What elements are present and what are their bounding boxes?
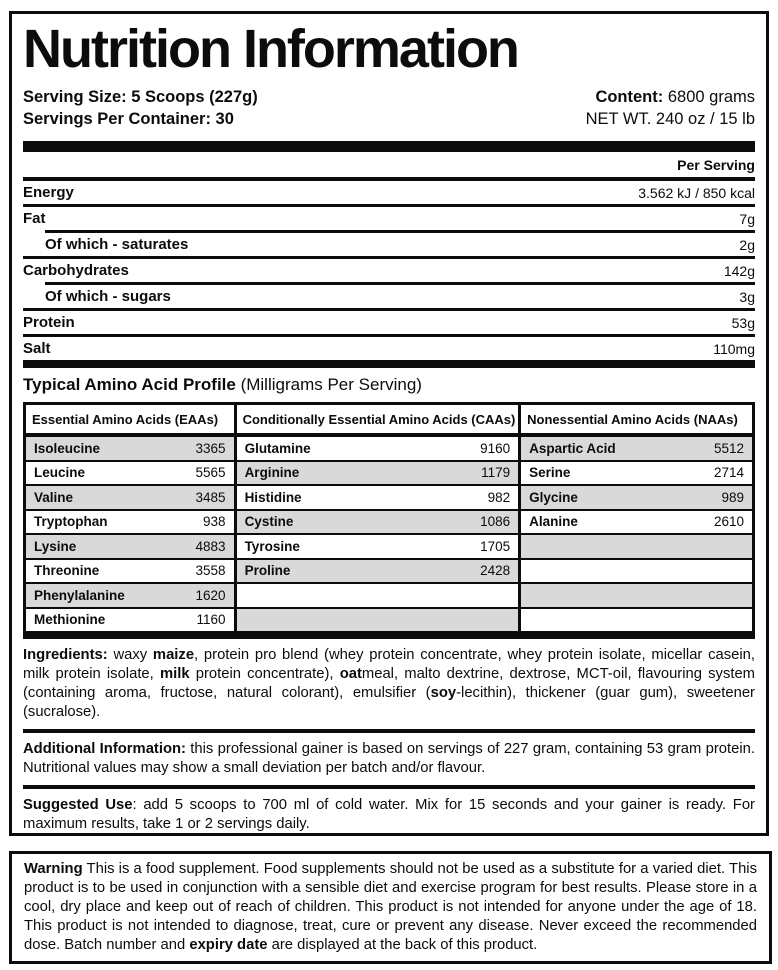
nutrient-row [23,207,755,230]
amino-value: 989 [721,489,744,505]
suggested-use-paragraph [23,796,755,834]
amino-cell [521,484,752,509]
net-weight: NET WT. 240 oz / 15 lb [585,110,755,128]
amino-value: 2714 [713,465,744,481]
amino-profile-title [23,375,755,395]
text-segment: maize [152,647,195,663]
warning-paragraph [24,860,757,955]
amino-name: Aspartic Acid [529,440,616,456]
amino-cell [26,558,234,583]
amino-name: Phenylalanine [34,587,125,603]
text-segment: soy [430,685,457,701]
amino-value: 1086 [480,514,511,530]
amino-cell [237,484,519,509]
amino-name: Serine [529,465,571,481]
amino-value: 1620 [195,587,226,603]
serving-header [23,86,755,130]
amino-name: Tyrosine [244,538,300,554]
text-segment: milk [159,666,190,682]
text-segment: This is a food supplement. Food supplements should not be used as a substitute for a varied diet. This product is to be used in conjunction with a sensible diet and exercise program for best results. Please store in a cool, dry place and keep out of reach of children. This product is not intended for anyone under the age of 18. This product is not intended to diagnose, treat, cure or prevent any disease. Never exceed the recommended dose. Batch number and [24,861,757,953]
serving-size: Serving Size: 5 Scoops (227g) [23,88,258,106]
section-divider [23,729,755,733]
amino-cell [237,607,519,632]
amino-value: 1160 [196,612,226,628]
nutrient-row [23,259,755,282]
nutrient-value: 142g [723,262,755,279]
amino-value: 1179 [481,465,511,481]
amino-name: Glutamine [244,440,311,456]
text-segment: are displayed at the back of this product. [267,937,538,953]
amino-column-header: Nonessential Amino Acids (NAAs) [521,405,752,437]
amino-cell [26,437,234,460]
amino-cell [26,607,234,632]
nutrient-name: Of which - saturates [45,236,189,253]
amino-value: 2428 [480,563,511,579]
amino-name: Isoleucine [34,440,101,456]
text-segment: Warning [24,861,83,877]
text-segment: oat [339,666,362,682]
text-segment: Additional Information: [23,741,186,757]
amino-cell [521,437,752,460]
amino-column [26,405,234,631]
amino-cell [521,607,752,632]
nutrient-name: Protein [23,314,75,331]
amino-name: Leucine [34,465,86,481]
amino-value: 4883 [195,538,226,554]
nutrient-name: Of which - sugars [45,288,171,305]
nutrient-value: 3.562 kJ / 850 kcal [638,184,755,201]
text-segment: , protein pro blend (whey protein concentrate, whey protein isolate, micellar casein, milk protein isolate, [23,647,755,682]
amino-name: Proline [244,563,291,579]
amino-name: Valine [34,489,74,505]
amino-value: 9160 [480,440,511,456]
amino-cell [26,460,234,485]
amino-value: 938 [203,514,226,530]
amino-value: 982 [487,489,511,505]
amino-column-header: Conditionally Essential Amino Acids (CAAs) [237,405,519,437]
nutrition-label-panel [9,11,769,836]
amino-cell [26,533,234,558]
amino-profile-title-sub: (Milligrams Per Serving) [235,375,422,394]
nutrition-rows [23,181,755,360]
text-segment: expiry date [189,937,268,953]
amino-table [23,402,755,639]
nutrient-row [23,337,755,360]
thick-divider [23,141,755,152]
amino-cell [521,558,752,583]
content-label: Content: [595,88,664,106]
amino-cell [237,533,519,558]
amino-cell [237,460,519,485]
amino-value: 3365 [195,440,226,456]
page-title: Nutrition Information [23,19,518,79]
amino-cell [237,558,519,583]
amino-name: Lysine [34,538,77,554]
additional-information-paragraph [23,740,755,778]
nutrient-name: Carbohydrates [23,262,129,279]
per-serving-header: Per Serving [677,157,755,173]
amino-cell [26,509,234,534]
amino-cell [237,509,519,534]
nutrient-name: Fat [23,210,46,227]
amino-name: Cystine [244,514,294,530]
content-value: 6800 grams [667,88,755,106]
nutrient-value: 2g [739,236,755,253]
text-segment: Suggested Use [23,797,133,813]
amino-value: 3558 [195,563,226,579]
text-segment: : add 5 scoops to 700 ml of cold water. Mix for 15 seconds and your gainer is ready. For maximum results, take 1 or 2 servings daily. [23,797,755,832]
nutrient-value: 7g [739,210,755,227]
servings-per-container: Servings Per Container: 30 [23,110,234,128]
amino-cell [521,533,752,558]
amino-cell [521,460,752,485]
amino-name: Arginine [244,465,300,481]
amino-column [518,405,752,631]
ingredients-paragraph [23,646,755,722]
section-divider [23,785,755,789]
amino-value: 5512 [713,440,744,456]
nutrient-value: 110mg [713,340,755,357]
amino-cell [521,509,752,534]
amino-name: Tryptophan [34,514,108,530]
nutrient-row [23,181,755,204]
amino-name: Glycine [529,489,578,505]
amino-profile-title-bold: Typical Amino Acid Profile [23,375,236,394]
text-segment: waxy [107,647,153,663]
nutrient-row [23,233,755,256]
amino-name: Histidine [244,489,302,505]
amino-cell [237,437,519,460]
amino-column [234,405,519,631]
nutrient-row [23,285,755,308]
content-line [586,86,755,108]
nutrient-name: Energy [23,184,74,201]
amino-column-header: Essential Amino Acids (EAAs) [26,405,234,437]
amino-name: Threonine [34,563,100,579]
amino-value: 2610 [713,514,744,530]
nutrient-value: 53g [731,314,755,331]
amino-name: Alanine [529,514,578,530]
text-segment: -lecithin), thickener (guar gum), sweetener (sucralose). [23,685,755,720]
amino-name: Methionine [34,612,106,628]
amino-cell [237,582,519,607]
nutrient-row [23,311,755,334]
thick-divider [23,360,755,368]
amino-value: 1705 [480,538,511,554]
text-segment: this professional gainer is based on servings of 227 gram, containing 53 gram protein. Nutritional values may show a small deviation per batch and/or flavour. [23,741,755,776]
warning-panel [9,851,772,964]
amino-cell [26,582,234,607]
content-info [586,86,755,130]
amino-cell [26,484,234,509]
text-segment: protein concentrate), [189,666,340,682]
amino-value: 3485 [195,489,226,505]
serving-info [23,86,258,130]
text-segment: Ingredients: [23,647,108,663]
amino-value: 5565 [195,465,226,481]
text-segment: meal, malto dextrine, dextrose, MCT-oil, flavouring system (containing aroma, fructose, natural colorant), emulsifier ( [23,666,756,701]
nutrient-value: 3g [739,288,755,305]
nutrient-name: Salt [23,340,51,357]
amino-cell [521,582,752,607]
